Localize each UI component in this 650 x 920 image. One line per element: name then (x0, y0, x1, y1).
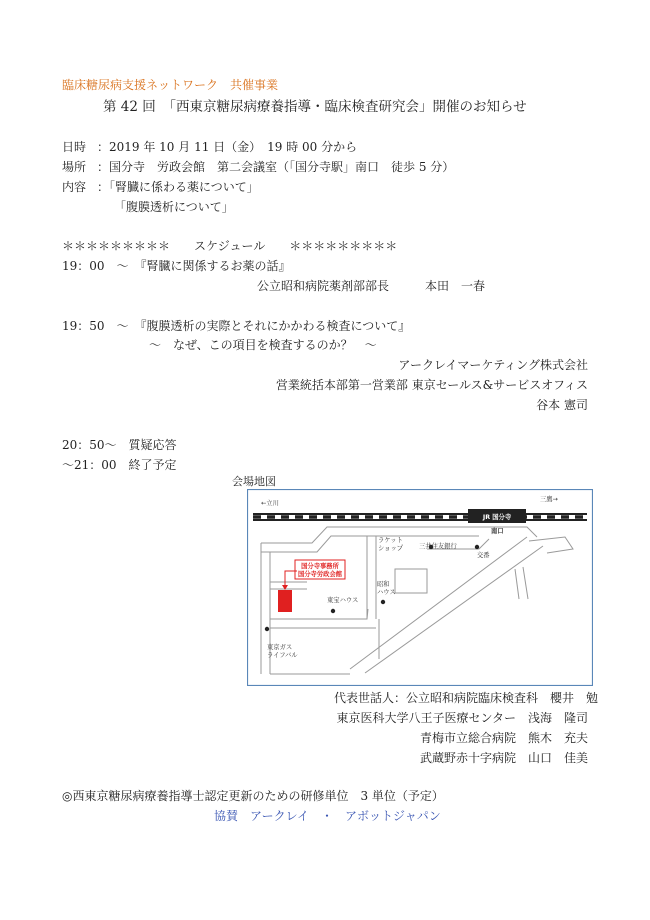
organizer-3: 青梅市立総合病院 熊木 充夫 (419, 731, 588, 745)
map-caption: 会場地図 (232, 475, 276, 488)
schedule-item-3-time: 20：50～ 質疑応答 (62, 438, 177, 452)
tokyo-gas-label-2: ライフバル (267, 652, 298, 659)
schedule-header: ＊＊＊＊＊＊＊＊＊ スケジュール ＊＊＊＊＊＊＊＊＊ (62, 239, 398, 253)
showa-house-label-1: 昭和 (377, 581, 390, 588)
tokyo-gas-label-1: 東京ガス (267, 644, 293, 651)
office-label-1: 国分寺事務所 (301, 563, 339, 570)
mitaka-label: 三鷹→ (540, 496, 558, 503)
content-value-1: ：「腎臓に係わる薬について」 (97, 180, 259, 194)
network-line: 臨床糖尿病支援ネットワーク 共催事業 (62, 78, 279, 92)
south-exit-label: 南口 (491, 528, 504, 535)
page-title: 第 42 回 「西東京糖尿病療養指導・臨床検査研究会」開催のお知らせ (103, 99, 527, 115)
smbc-label: 三井住友銀行 (419, 543, 457, 550)
racket-shop-label-1: ラケット (378, 537, 403, 544)
place-value: ：国分寺 労政会館 第二会議室（「国分寺駅」南口 徒歩 5 分） (97, 160, 455, 174)
schedule-item-1-speaker: 公立昭和病院薬剤部部長 本田 一春 (257, 279, 486, 293)
content-label: 内容 (62, 180, 87, 194)
organizer-2: 東京医科大学八王子医療センター 浅海 隆司 (336, 711, 588, 725)
schedule-item-2-subtitle: ～ なぜ、この項目を検査するのか？ ～ (149, 338, 377, 352)
schedule-item-2-company: アークレイマーケティング株式会社 (398, 358, 588, 372)
tachikawa-label: ←立川 (261, 500, 279, 507)
schedule-item-1-time: 19：00 ～ 『腎臓に関係するお薬の話』 (62, 259, 291, 273)
organizer-1: 代表世話人：公立昭和病院臨床検査科 櫻井 勉 (333, 691, 598, 705)
organizer-4: 武蔵野赤十字病院 山口 佳美 (419, 751, 588, 765)
schedule-item-4-time: ～21：00 終了予定 (62, 458, 177, 472)
showa-house-label-2: ハウス (377, 589, 396, 596)
toho-house-label: 東宝ハウス (327, 597, 359, 604)
content-value-2: 「腹膜透析について」 (114, 200, 234, 214)
racket-shop-label-2: ショップ (378, 545, 404, 552)
jr-station-label: JR 国分寺 (482, 514, 512, 521)
sponsors-line: 協賛 アークレイ ・ アボットジャパン (214, 809, 441, 823)
koban-label: 交番 (477, 552, 490, 559)
date-label: 日時 (62, 140, 87, 154)
credit-line: ◎西東京糖尿病療養指導士認定更新のための研修単位 3 単位（予定） (62, 789, 444, 803)
place-label: 場所 (62, 160, 87, 174)
date-value: ：2019 年 10 月 11 日（金） 19 時 00 分から (97, 140, 358, 154)
venue-map (247, 489, 593, 686)
schedule-item-2-speaker: 谷本 憲司 (536, 398, 588, 412)
schedule-item-2-time: 19：50 ～ 『腹膜透析の実際とそれにかかわる検査について』 (62, 319, 411, 333)
office-label-2: 国分寺労政会館 (297, 571, 343, 578)
schedule-item-2-division: 営業統括本部第一営業部 東京セールス&サービスオフィス (275, 378, 588, 392)
